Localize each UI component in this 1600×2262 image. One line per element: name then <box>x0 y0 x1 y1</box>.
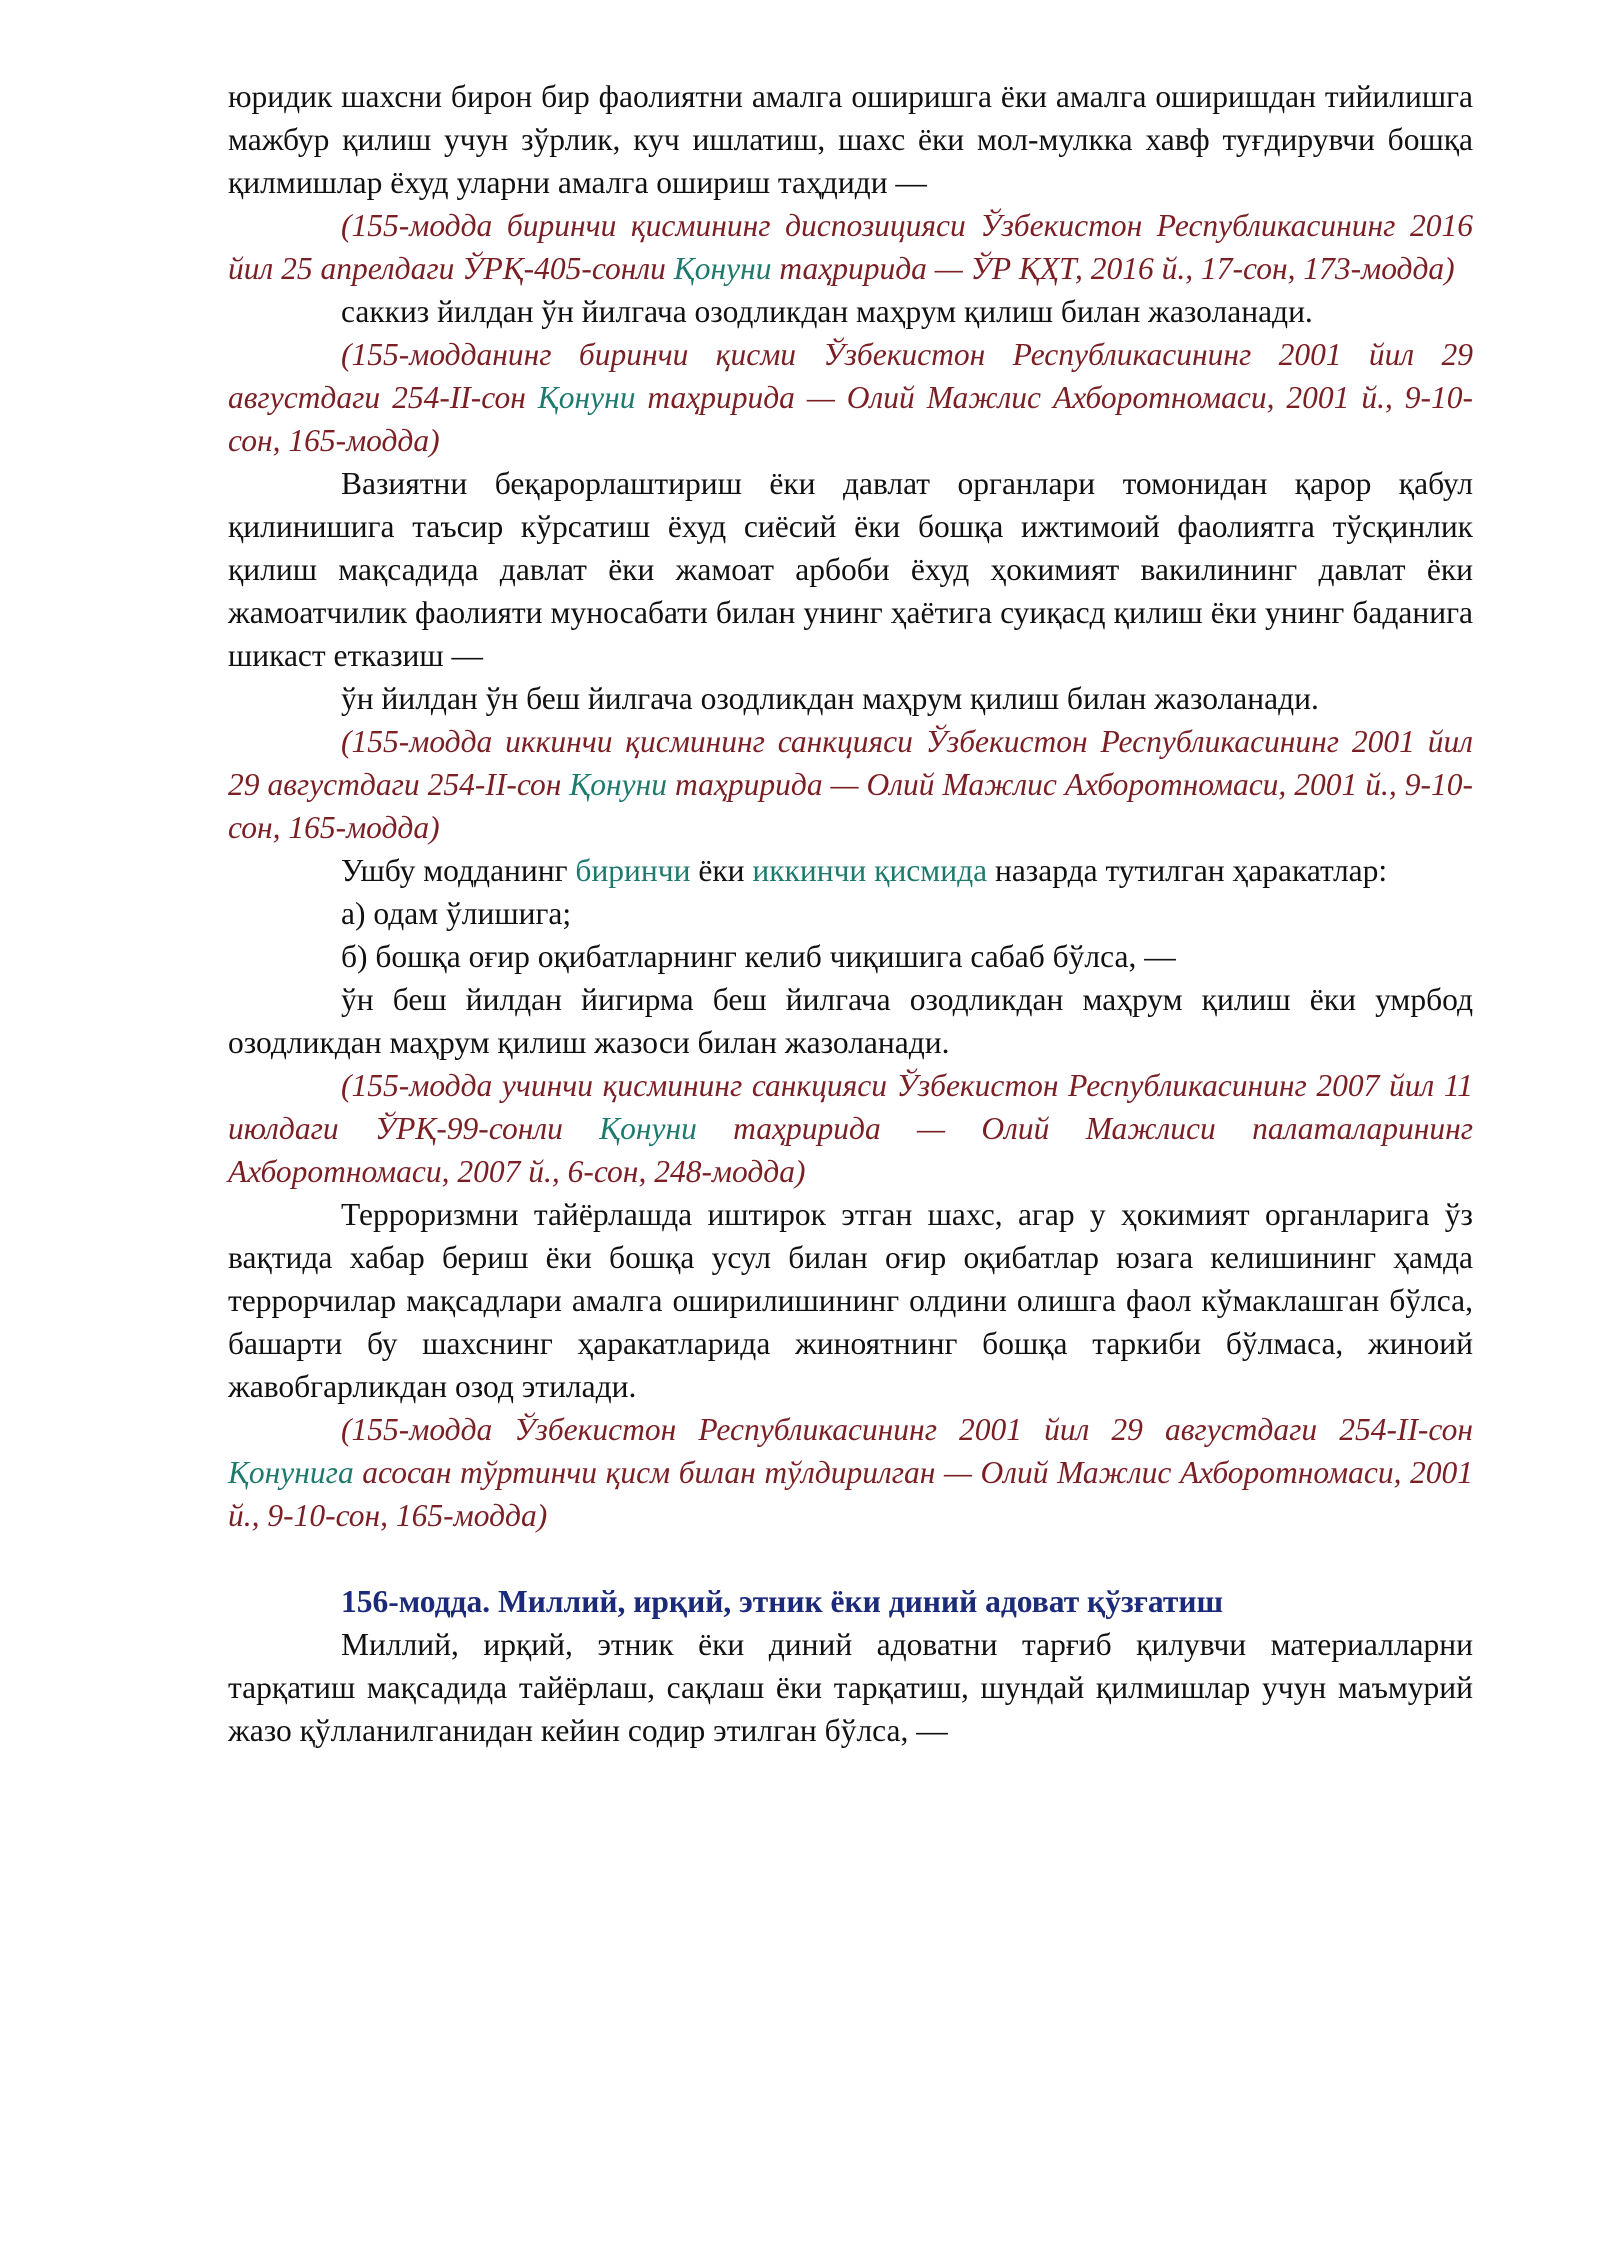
amendment-note-4 <box>228 1064 1473 1193</box>
amendment-note-3 <box>228 720 1473 849</box>
penalty-paragraph-3: ўн беш йилдан йигирма беш йилгача озодликдан маҳрум қилиш ёки умрбод озодликдан маҳрум қилиш жазоси билан жазоланади. <box>228 982 1473 1060</box>
amendment-note-2 <box>228 333 1473 462</box>
law-link[interactable]: Қонуни <box>537 380 636 415</box>
amendment-note-4-text: (155-модда учинчи қисмининг санкцияси Ўзбекистон Республикасининг 2007 йил 11 июлдаги ЎРҚ-99-сонли <box>228 1068 1473 1146</box>
paragraph-offense-continuation: юридик шахсни бирон бир фаолиятни амалга оширишга ёки амалга оширишдан тийилишга мажбур қилиш учун зўрлик, куч ишлатиш, шахс ёки мол-мулкка хавф туғдирувчи бошқа қилмишлар ёхуд уларни амалга ошириш таҳдиди — <box>228 79 1473 200</box>
law-link[interactable]: Қонунига <box>228 1455 354 1490</box>
part-two-link[interactable]: иккинчи қисмида <box>752 853 988 888</box>
paragraph-part-three-or: ёки <box>690 853 753 888</box>
amendment-note-5 <box>228 1408 1473 1537</box>
law-link[interactable]: Қонуни <box>569 767 668 802</box>
penalty-paragraph-2: ўн йилдан ўн беш йилгача озодликдан маҳрум қилиш билан жазоланади. <box>341 681 1319 716</box>
document-page <box>228 75 1473 1752</box>
amendment-note-3-text: (155-модда иккинчи қисмининг санкцияси Ўзбекистон Республикасининг 2001 йил 29 августдаги 254-II-сон <box>228 724 1473 802</box>
law-link[interactable]: Қонуни <box>673 251 772 286</box>
article-156-heading: 156-модда. Миллий, ирқий, этник ёки диний адоват қўзғатиш <box>341 1584 1224 1619</box>
amendment-note-1 <box>228 204 1473 290</box>
amendment-note-5-text-end: асосан тўртинчи қисм билан тўлдирилган — Олий Мажлис Ахборотномаси, 2001 й., 9-10-сон, 165-модда) <box>228 1455 1473 1533</box>
paragraph-part-three-text: Ушбу модданинг <box>341 853 576 888</box>
exemption-paragraph: Терроризмни тайёрлашда иштирок этган шахс, агар у ҳокимият органларига ўз вақтида хабар бериш ёки бошқа усул билан оғир оқибатлар юзага келишининг ҳамда террорчилар мақсадлари амалга оширилишининг олдини олишга фаол кўмаклашган бўлса, башарти бу шахснинг ҳаракатларида жиноятнинг бошқа таркиби бўлмаса, жиноий жавобгарликдан озод этилади. <box>228 1197 1473 1404</box>
list-item-a: а) одам ўлишига; <box>341 896 572 931</box>
amendment-note-1-text-end: таҳририда — ЎР ҚҲТ, 2016 й., 17-сон, 173-модда) <box>771 251 1455 286</box>
part-one-link[interactable]: биринчи <box>575 853 691 888</box>
paragraph-part-three-text-end: назарда тутилган ҳаракатлар: <box>987 853 1388 888</box>
amendment-note-2-text: (155-модданинг биринчи қисми Ўзбекистон Республикасининг 2001 йил 29 августдаги 254-II-сон <box>228 337 1473 415</box>
amendment-note-2-text-end: таҳририда — Олий Мажлис Ахборотномаси, 2001 й., 9-10-сон, 165-модда) <box>228 380 1473 458</box>
amendment-note-1-text: (155-модда биринчи қисмининг диспозицияси Ўзбекистон Республикасининг 2016 йил 25 апрелдаги ЎРҚ-405-сонли <box>228 208 1473 286</box>
penalty-paragraph-1: саккиз йилдан ўн йилгача озодликдан маҳрум қилиш билан жазоланади. <box>341 294 1313 329</box>
amendment-note-3-text-end: таҳририда — Олий Мажлис Ахборотномаси, 2001 й., 9-10-сон, 165-модда) <box>228 767 1473 845</box>
paragraph-part-two: Вазиятни беқарорлаштириш ёки давлат органлари томонидан қарор қабул қилинишига таъсир кўрсатиш ёхуд сиёсий ёки бошқа ижтимоий фаолиятга тўсқинлик қилиш мақсадида давлат ёки жамоат арбоби ёхуд ҳокимият вакилининг давлат ёки жамоатчилик фаолияти муносабати билан унинг ҳаётига суиқасд қилиш ёки унинг баданига шикаст етказиш — <box>228 466 1473 673</box>
amendment-note-4-text-end: таҳририда — Олий Мажлиси палаталарининг Ахборотномаси, 2007 й., 6-сон, 248-модда) <box>228 1111 1473 1189</box>
law-link[interactable]: Қонуни <box>599 1111 697 1146</box>
amendment-note-5-text: (155-модда Ўзбекистон Республикасининг 2001 йил 29 августдаги 254-II-сон <box>341 1412 1473 1447</box>
article-156-paragraph: Миллий, ирқий, этник ёки диний адоватни тарғиб қилувчи материалларни тарқатиш мақсадида тайёрлаш, сақлаш ёки тарқатиш, шундай қилмишлар учун маъмурий жазо қўлланилганидан кейин содир этилган бўлса, — <box>228 1627 1473 1748</box>
paragraph-part-three <box>228 849 1473 892</box>
list-item-b: б) бошқа оғир оқибатларнинг келиб чиқишига сабаб бўлса, — <box>341 939 1176 974</box>
